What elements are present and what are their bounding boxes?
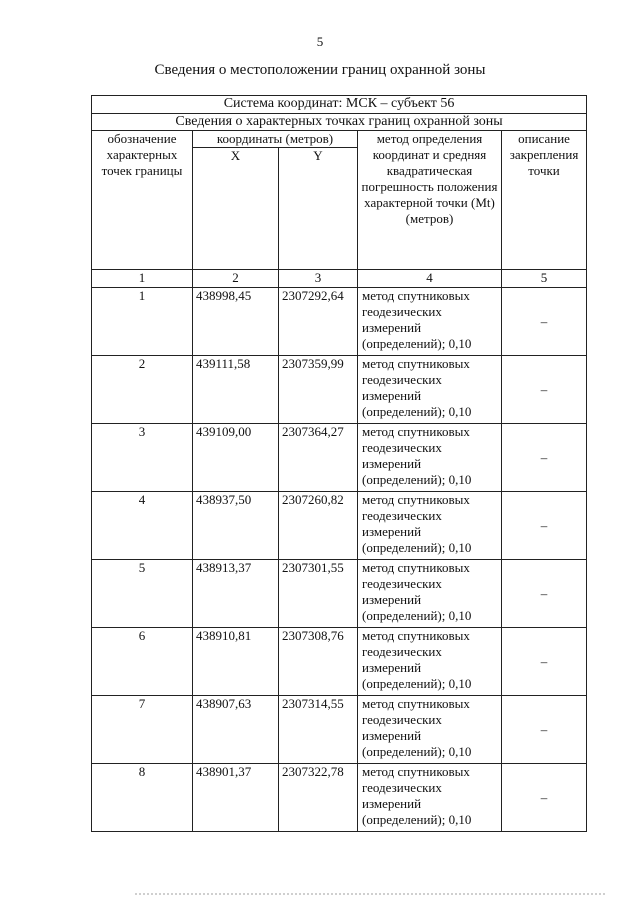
description-cell: – — [502, 560, 587, 628]
document-title: Сведения о местоположении границ охранной зоны — [154, 62, 486, 78]
method-cell: метод спутниковых геодезических измерений (определений); 0,10 — [358, 424, 502, 492]
page-edge-marks — [135, 893, 605, 901]
method-cell: метод спутниковых геодезических измерений (определений); 0,10 — [358, 288, 502, 356]
point-number-cell: 5 — [92, 560, 193, 628]
x-coordinate-cell: 438910,81 — [193, 628, 279, 696]
column-number: 4 — [358, 270, 502, 288]
y-coordinate-cell: 2307322,78 — [279, 764, 358, 832]
header-description: описание закрепления точки — [502, 131, 587, 270]
point-number-cell: 8 — [92, 764, 193, 832]
x-coordinate-cell: 438998,45 — [193, 288, 279, 356]
column-number: 5 — [502, 270, 587, 288]
table-row — [92, 492, 587, 560]
header-method: метод определения координат и средняя квадратическая погрешность положения характерной точки (Mt) (метров) — [358, 131, 502, 270]
x-coordinate-cell: 439111,58 — [193, 356, 279, 424]
method-cell: метод спутниковых геодезических измерений (определений); 0,10 — [358, 560, 502, 628]
point-number-cell: 3 — [92, 424, 193, 492]
header-designation: обозначение характерных точек границы — [92, 131, 193, 270]
description-cell: – — [502, 288, 587, 356]
y-coordinate-cell: 2307314,55 — [279, 696, 358, 764]
table-row — [92, 356, 587, 424]
description-cell: – — [502, 356, 587, 424]
section-title-label: Сведения о характерных точках границ охранной зоны — [92, 114, 587, 131]
method-cell: метод спутниковых геодезических измерений (определений); 0,10 — [358, 356, 502, 424]
x-coordinate-cell: 438907,63 — [193, 696, 279, 764]
y-coordinate-cell: 2307301,55 — [279, 560, 358, 628]
y-coordinate-cell: 2307364,27 — [279, 424, 358, 492]
x-coordinate-cell: 439109,00 — [193, 424, 279, 492]
boundary-points-table — [91, 95, 587, 832]
method-cell: метод спутниковых геодезических измерений (определений); 0,10 — [358, 492, 502, 560]
header-coordinates: координаты (метров) — [193, 131, 358, 148]
column-number: 2 — [193, 270, 279, 288]
header-row — [92, 131, 587, 148]
coordinate-system-row — [92, 96, 587, 114]
table-row — [92, 696, 587, 764]
x-coordinate-cell: 438913,37 — [193, 560, 279, 628]
table-body — [92, 288, 587, 832]
header-y: Y — [279, 148, 358, 270]
y-coordinate-cell: 2307308,76 — [279, 628, 358, 696]
y-coordinate-cell: 2307260,82 — [279, 492, 358, 560]
description-cell: – — [502, 628, 587, 696]
point-number-cell: 2 — [92, 356, 193, 424]
point-number-cell: 6 — [92, 628, 193, 696]
column-number: 1 — [92, 270, 193, 288]
coordinate-system-label: Система координат: МСК – субъект 56 — [92, 96, 587, 114]
table-row — [92, 424, 587, 492]
table-row — [92, 764, 587, 832]
header-x: X — [193, 148, 279, 270]
column-number: 3 — [279, 270, 358, 288]
description-cell: – — [502, 764, 587, 832]
table-row — [92, 628, 587, 696]
point-number-cell: 1 — [92, 288, 193, 356]
point-number-cell: 7 — [92, 696, 193, 764]
section-title-row — [92, 114, 587, 131]
table-row — [92, 560, 587, 628]
x-coordinate-cell: 438901,37 — [193, 764, 279, 832]
method-cell: метод спутниковых геодезических измерений (определений); 0,10 — [358, 696, 502, 764]
description-cell: – — [502, 492, 587, 560]
x-coordinate-cell: 438937,50 — [193, 492, 279, 560]
description-cell: – — [502, 696, 587, 764]
method-cell: метод спутниковых геодезических измерений (определений); 0,10 — [358, 628, 502, 696]
description-cell: – — [502, 424, 587, 492]
point-number-cell: 4 — [92, 492, 193, 560]
column-numbers-row — [92, 270, 587, 288]
method-cell: метод спутниковых геодезических измерений (определений); 0,10 — [358, 764, 502, 832]
y-coordinate-cell: 2307292,64 — [279, 288, 358, 356]
page-number: 5 — [316, 34, 324, 49]
y-coordinate-cell: 2307359,99 — [279, 356, 358, 424]
table-row — [92, 288, 587, 356]
